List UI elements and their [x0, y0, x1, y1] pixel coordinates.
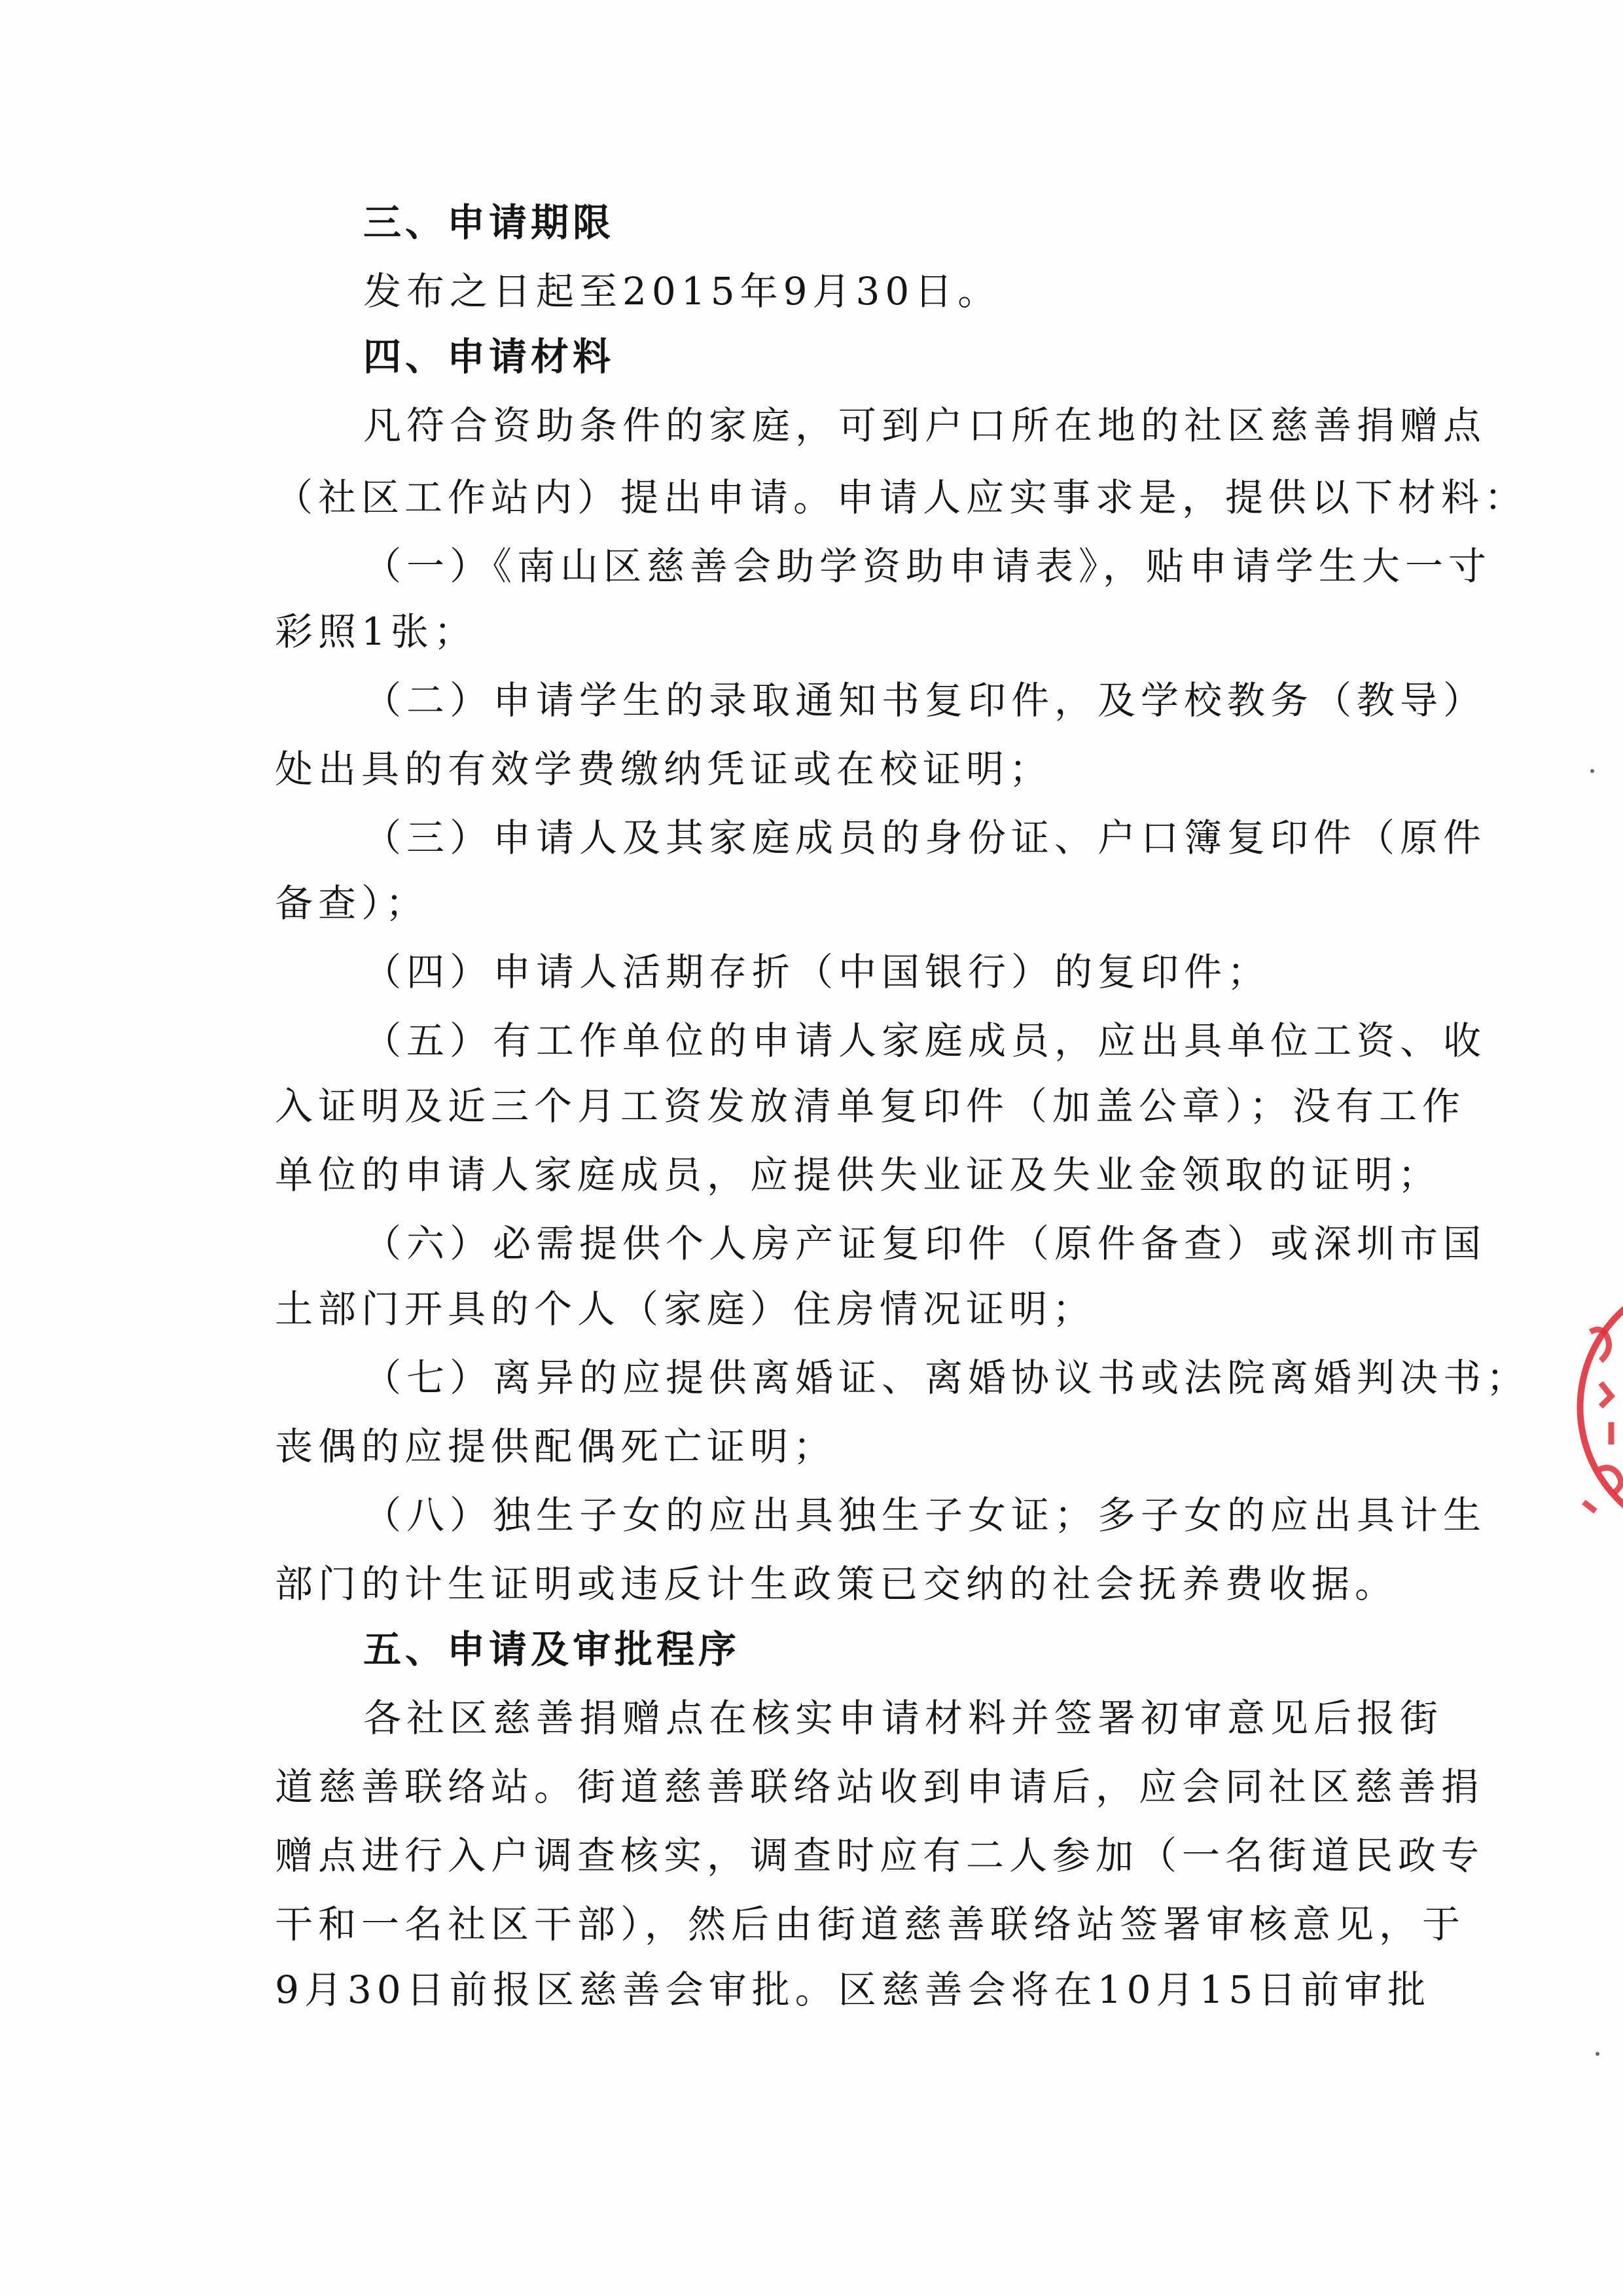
approval-procedure-line-1: 各社区慈善捐赠点在核实申请材料并签署初审意见后报街: [363, 1696, 1444, 1740]
materials-item-3-line-1: （三）申请人及其家庭成员的身份证、户口簿复印件（原件: [363, 816, 1487, 860]
materials-item-1-line-2: 彩照1张；: [275, 609, 477, 654]
section-heading-application-materials: 四、申请材料: [363, 334, 615, 379]
materials-item-5-line-3: 单位的申请人家庭成员，应提供失业证及失业金领取的证明；: [275, 1153, 1442, 1197]
materials-item-1-line-1: （一）《南山区慈善会助学资助申请表》，贴申请学生大一寸: [363, 544, 1492, 588]
materials-item-7-line-1: （七）离异的应提供离婚证、离婚协议书或法院离婚判决书；: [363, 1355, 1530, 1400]
materials-item-6-line-1: （六）必需提供个人房产证复印件（原件备查）或深圳市国: [363, 1221, 1487, 1266]
materials-item-8-line-2: 部门的计生证明或违反计生政策已交纳的社会抚养费收据。: [275, 1562, 1399, 1606]
application-period-text: 发布之日起至2015年9月30日。: [363, 269, 1001, 314]
section-heading-application-period: 三、申请期限: [363, 200, 615, 245]
materials-item-7-line-2: 丧偶的应提供配偶死亡证明；: [275, 1424, 837, 1469]
materials-intro-line-1: 凡符合资助条件的家庭，可到户口所在地的社区慈善捐赠点: [363, 403, 1487, 448]
materials-item-5-line-2: 入证明及近三个月工资发放清单复印件（加盖公章）；没有工作: [275, 1084, 1466, 1128]
materials-item-5-line-1: （五）有工作单位的申请人家庭成员，应出具单位工资、收: [363, 1018, 1487, 1063]
section-heading-approval-procedure: 五、申请及审批程序: [363, 1627, 741, 1672]
materials-item-2-line-1: （二）申请学生的录取通知书复印件，及学校教务（教导）: [363, 678, 1487, 723]
approval-procedure-line-2: 道慈善联络站。街道慈善联络站收到申请后，应会同社区慈善捐: [275, 1765, 1485, 1809]
materials-intro-line-2: （社区工作站内）提出申请。申请人应实事求是，提供以下材料：: [275, 475, 1528, 520]
scan-speck: [1590, 769, 1594, 773]
materials-item-8-line-1: （八）独生子女的应出具独生子女证；多子女的应出具计生: [363, 1493, 1487, 1537]
scan-speck: [1596, 2052, 1599, 2056]
materials-item-3-line-2: 备查）；: [275, 881, 429, 925]
materials-item-6-line-2: 土部门开具的个人（家庭）住房情况证明；: [275, 1287, 1096, 1331]
approval-procedure-line-3: 赠点进行入户调查核实，调查时应有二人参加（一名街道民政专: [275, 1833, 1485, 1878]
materials-item-2-line-2: 处出具的有效学费缴纳凭证或在校证明；: [275, 747, 1053, 791]
approval-procedure-line-5: 9月30日前报区慈善会审批。区慈善会将在10月15日前审批: [275, 1967, 1431, 2012]
materials-item-4-line-1: （四）申请人活期存折（中国银行）的复印件；: [363, 950, 1271, 994]
approval-procedure-line-4: 干和一名社区干部），然后由街道慈善联络站签署审核意见，于: [275, 1902, 1466, 1946]
